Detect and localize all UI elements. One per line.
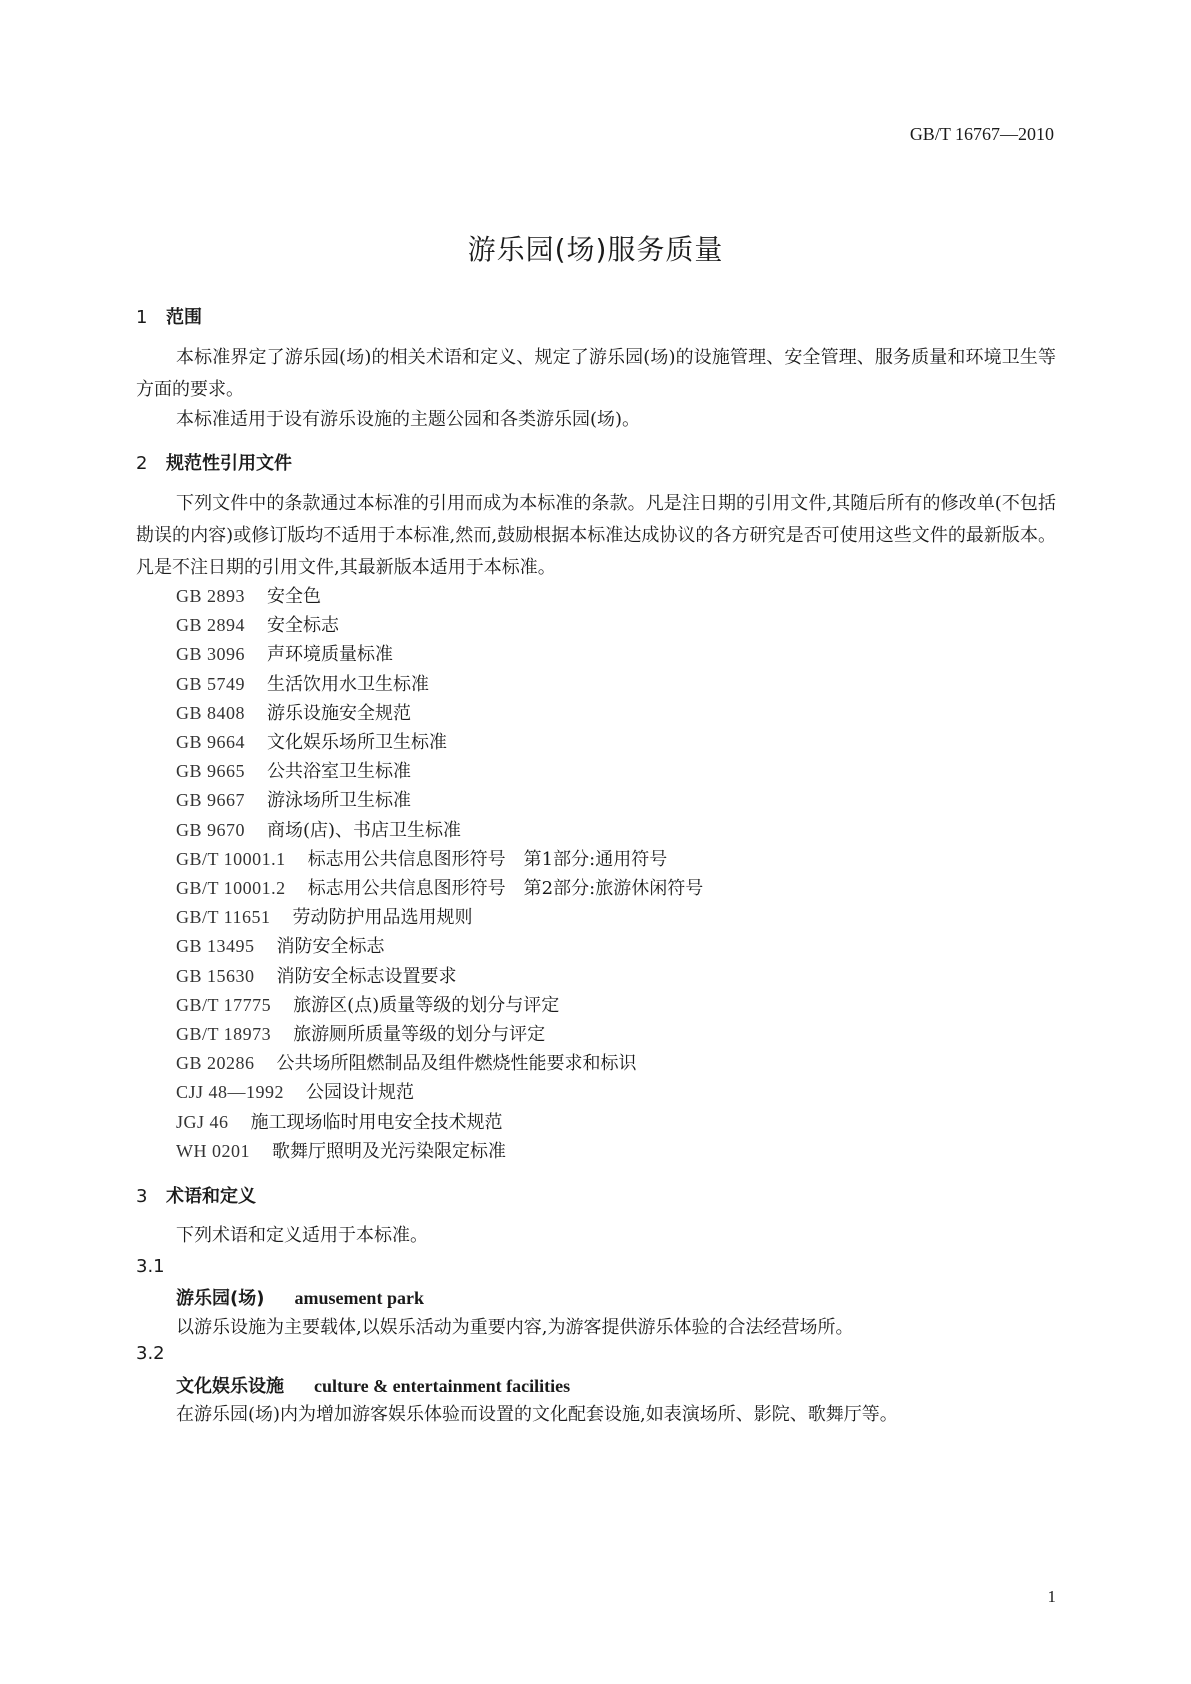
reference-code: JGJ 46 (176, 1111, 229, 1132)
reference-item (176, 901, 473, 934)
reference-title: 游乐设施安全规范 (267, 702, 412, 724)
reference-code: GB 13495 (176, 936, 255, 957)
reference-item (176, 668, 429, 701)
reference-title: 商场(店)、书店卫生标准 (267, 819, 462, 841)
terms-intro: 下列术语和定义适用于本标准。 (176, 1225, 428, 1246)
reference-code: GB 9670 (176, 819, 246, 840)
reference-title: 公共浴室卫生标准 (267, 761, 412, 783)
reference-title: 施工现场临时用电安全技术规范 (250, 1111, 503, 1133)
reference-title: 歌舞厅照明及光污染限定标准 (272, 1140, 506, 1162)
reference-code: GB 2893 (176, 586, 246, 606)
term-number: 3.2 (136, 1343, 165, 1364)
term-title (176, 1372, 570, 1398)
reference-title: 文化娱乐场所卫生标准 (267, 732, 448, 753)
reference-title: 声环境质量标准 (267, 644, 394, 666)
reference-item (176, 1047, 637, 1080)
scope-paragraph-2: 本标准适用于设有游乐设施的主题公园和各类游乐园(场)。 (176, 409, 641, 430)
term-title-en: culture & entertainment facilities (314, 1376, 571, 1396)
term-title-en: amusement park (294, 1288, 424, 1308)
reference-code: GB 2894 (176, 615, 246, 636)
reference-title: 游泳场所卫生标准 (267, 790, 412, 812)
reference-item (176, 697, 411, 730)
reference-code: GB/T 10001.2 (176, 878, 286, 898)
reference-title: 生活饮用水卫生标准 (267, 673, 430, 695)
reference-title: 标志用公共信息图形符号 第1部分:通用符号 (307, 848, 668, 870)
standard-code: GB/T 16767—2010 (909, 124, 1054, 144)
reference-code: GB 20286 (176, 1053, 255, 1074)
reference-title: 消防安全标志设置要求 (276, 965, 457, 987)
references-intro: 下列文件中的条款通过本标准的引用而成为本标准的条款。凡是注日期的引用文件,其随后所有的修改单(不包括勘误的内容)或修订版均不适用于本标准,然而,鼓励根据本标准达成协议的各方研究是否可使用这些文件的最新版本。凡是不注日期的引用文件,其最新版本适用于本标准。 (136, 493, 1056, 578)
reference-code: GB/T 17775 (176, 994, 272, 1015)
reference-item (176, 726, 447, 759)
section-title: 术语和定义 (166, 1186, 256, 1207)
reference-item (176, 755, 411, 788)
reference-title: 公园设计规范 (306, 1082, 415, 1104)
reference-code: GB 9664 (176, 732, 246, 752)
term-title-zh: 文化娱乐设施 (176, 1376, 284, 1397)
reference-item (176, 784, 411, 817)
reference-item (176, 580, 321, 613)
reference-item (176, 1018, 545, 1051)
reference-item (176, 930, 385, 963)
section-1-heading (136, 303, 202, 329)
reference-title: 标志用公共信息图形符号 第2部分:旅游休闲符号 (307, 878, 704, 899)
term-number: 3.1 (136, 1256, 165, 1277)
section-title: 规范性引用文件 (166, 453, 292, 474)
reference-title: 旅游厕所质量等级的划分与评定 (293, 1024, 546, 1045)
reference-item (176, 872, 703, 905)
reference-title: 公共场所阻燃制品及组件燃烧性能要求和标识 (276, 1053, 637, 1075)
reference-code: GB 9665 (176, 761, 246, 782)
reference-title: 安全标志 (267, 615, 340, 637)
section-number: 3 (136, 1186, 148, 1207)
reference-code: GB 9667 (176, 790, 246, 811)
term-definition: 在游乐园(场)内为增加游客娱乐体验而设置的文化配套设施,如表演场所、影院、歌舞厅等。 (176, 1404, 898, 1425)
reference-code: CJJ 48—1992 (176, 1082, 285, 1103)
section-number: 2 (136, 453, 148, 474)
reference-item (176, 843, 667, 876)
section-2-heading (136, 449, 292, 475)
term-title (176, 1284, 424, 1310)
reference-code: GB/T 18973 (176, 1024, 272, 1044)
section-number: 1 (136, 307, 148, 328)
reference-item (176, 638, 393, 671)
reference-title: 旅游区(点)质量等级的划分与评定 (293, 994, 560, 1016)
section-3-heading (136, 1182, 256, 1208)
reference-item (176, 960, 457, 993)
scope-paragraph-1: 本标准界定了游乐园(场)的相关术语和定义、规定了游乐园(场)的设施管理、安全管理、服务质量和环境卫生等方面的要求。 (136, 347, 1056, 400)
reference-code: WH 0201 (176, 1140, 250, 1161)
reference-code: GB 15630 (176, 965, 255, 986)
reference-title: 劳动防护用品选用规则 (292, 907, 473, 929)
reference-item (176, 989, 559, 1022)
term-title-zh: 游乐园(场) (176, 1288, 265, 1309)
reference-code: GB 8408 (176, 702, 246, 723)
reference-code: GB 5749 (176, 673, 246, 694)
reference-code: GB/T 10001.1 (176, 848, 286, 869)
reference-item (176, 1106, 503, 1139)
section-title: 范围 (166, 307, 202, 328)
reference-item (176, 1076, 414, 1109)
reference-title: 安全色 (267, 586, 322, 607)
term-definition: 以游乐设施为主要载体,以娱乐活动为重要内容,为游客提供游乐体验的合法经营场所。 (176, 1317, 854, 1338)
reference-item (176, 814, 461, 847)
page-number: 1 (1047, 1587, 1056, 1606)
page-title: 游乐园(场)服务质量 (467, 233, 724, 266)
reference-code: GB/T 11651 (176, 907, 271, 928)
reference-item (176, 1135, 506, 1168)
reference-title: 消防安全标志 (276, 936, 385, 958)
reference-item (176, 609, 339, 642)
reference-code: GB 3096 (176, 644, 246, 665)
